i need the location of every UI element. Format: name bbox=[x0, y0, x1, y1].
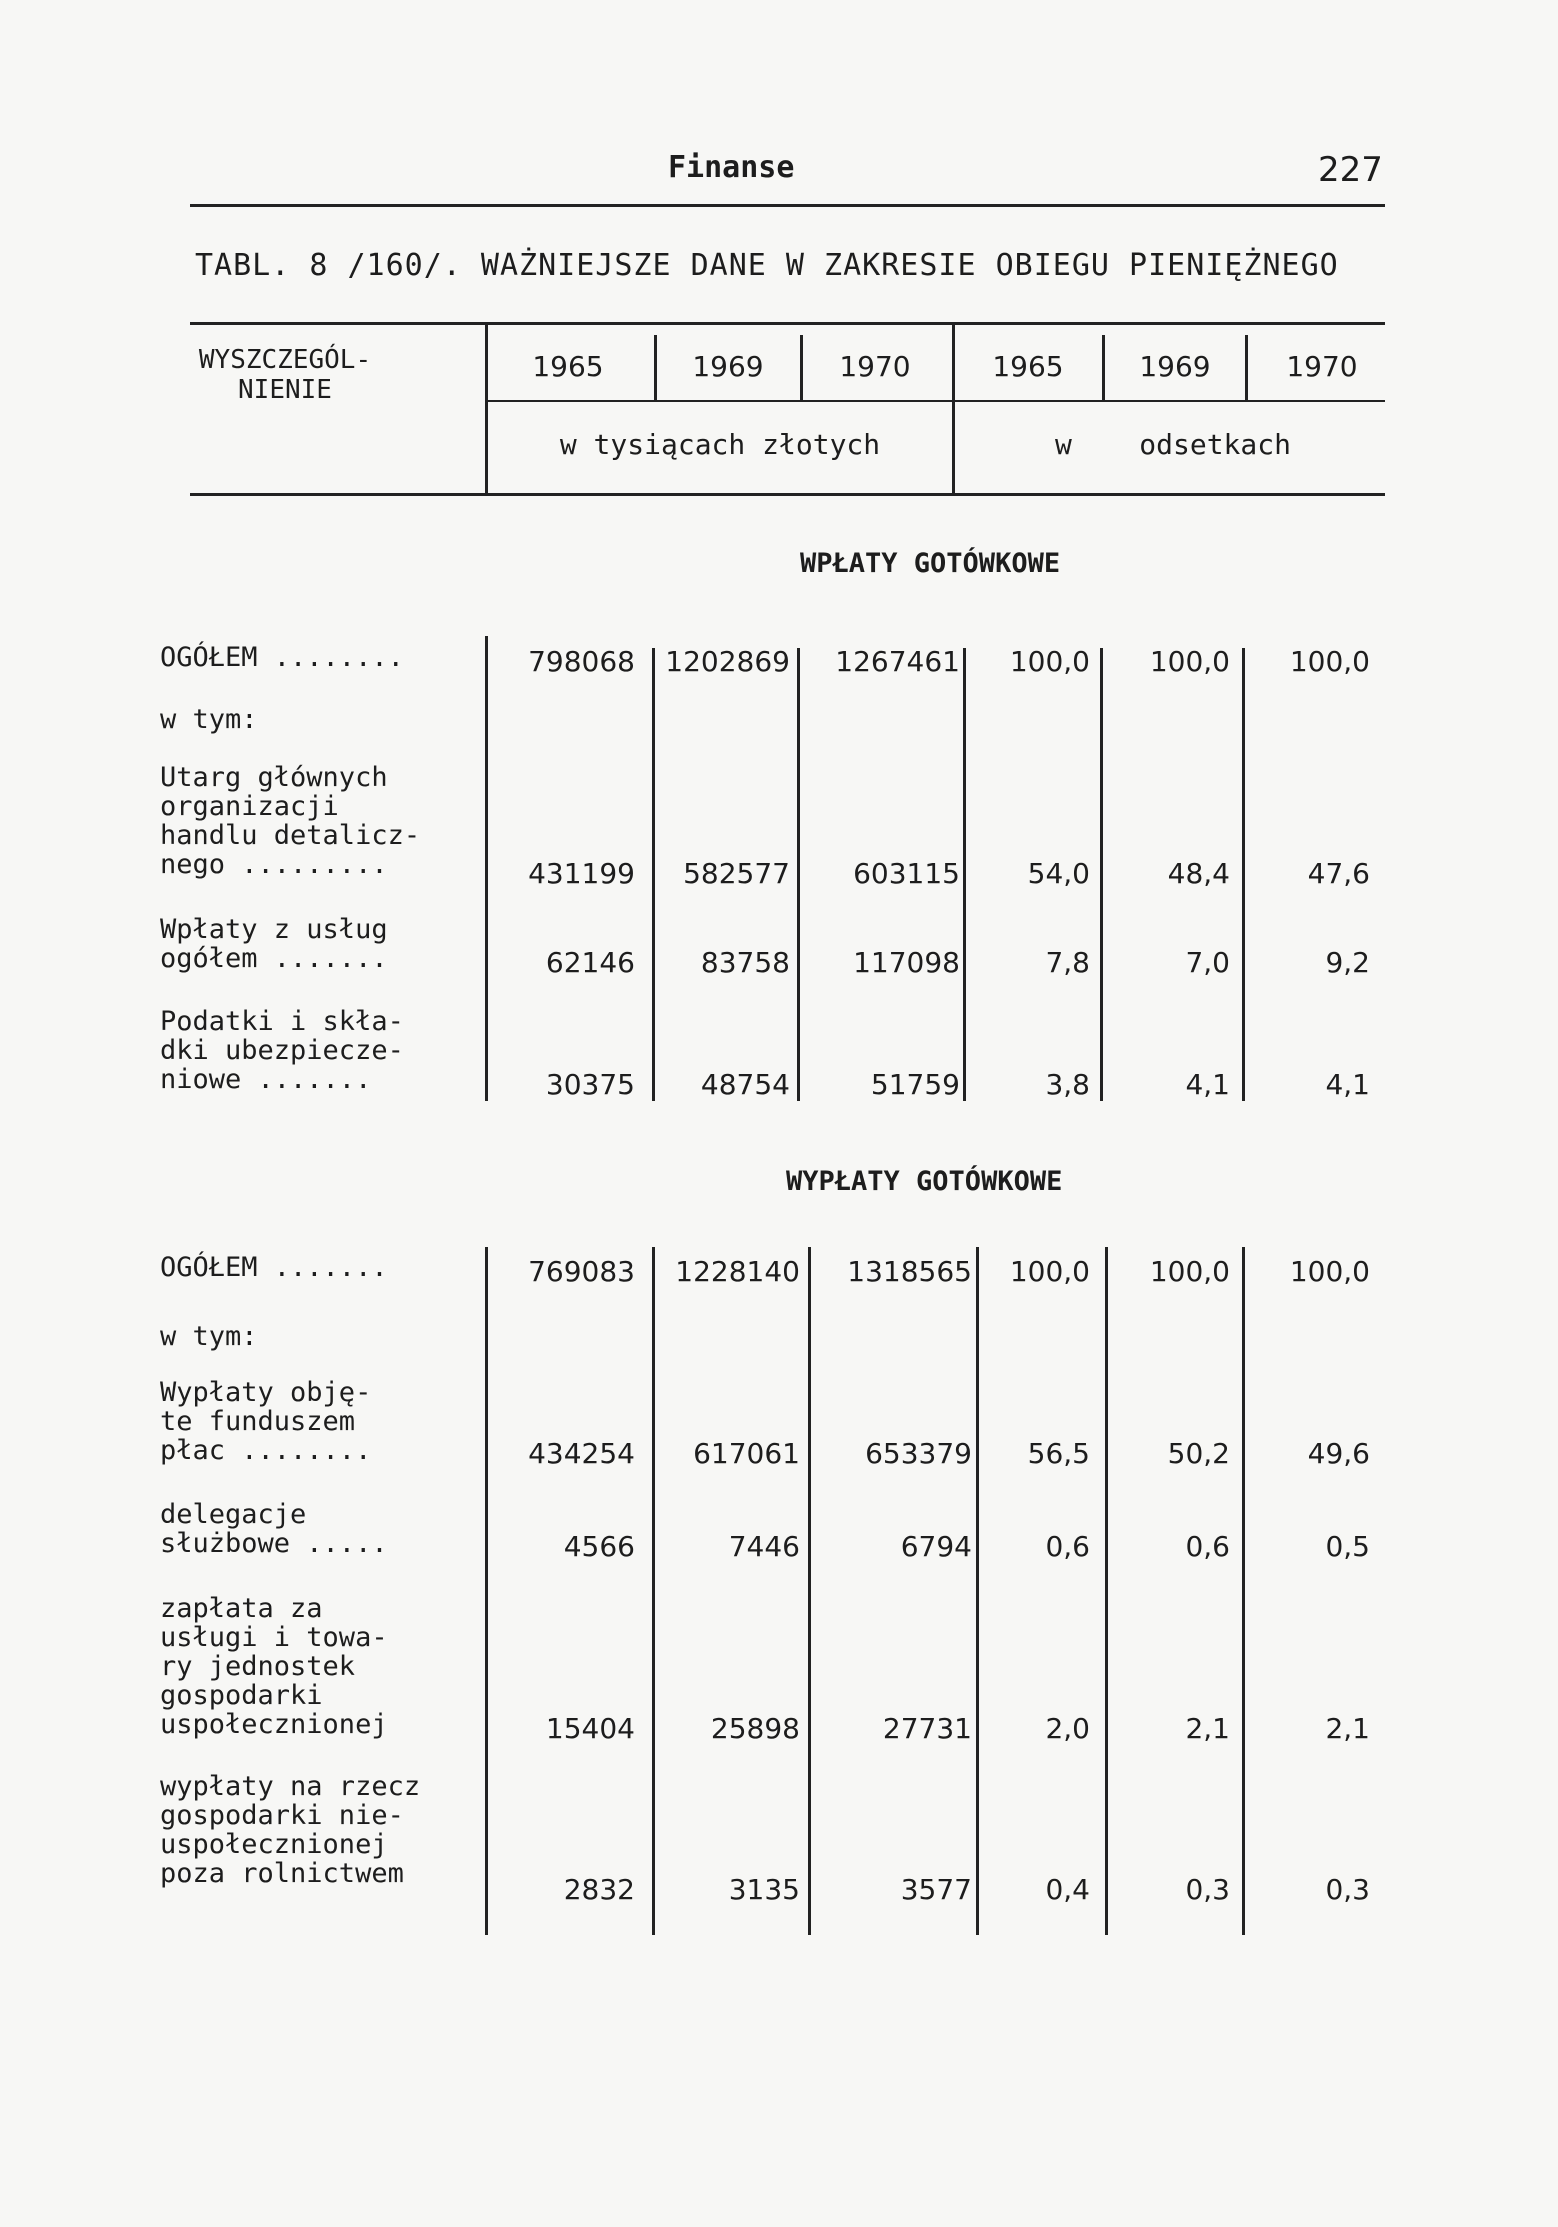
table-cell: 431199 bbox=[528, 857, 635, 890]
page-number: 227 bbox=[1318, 150, 1383, 190]
table-cell: 798068 bbox=[528, 645, 635, 678]
section-title-payments-in: WPŁATY GOTÓWKOWE bbox=[800, 548, 1061, 579]
body2-vline-stub bbox=[485, 1247, 488, 1935]
table-cell: 56,5 bbox=[1027, 1437, 1090, 1470]
row-label: w tym: bbox=[160, 1321, 258, 1352]
body2-vline-2 bbox=[808, 1247, 811, 1935]
row-label: w tym: bbox=[160, 704, 258, 735]
body2-vline-5 bbox=[1242, 1247, 1245, 1935]
table-top-rule bbox=[190, 322, 1385, 325]
table-cell: 617061 bbox=[693, 1437, 800, 1470]
table-cell: 3135 bbox=[728, 1873, 800, 1906]
body2-vline-3 bbox=[976, 1247, 979, 1935]
table-cell: 0,6 bbox=[1185, 1530, 1230, 1563]
table-cell: 7,0 bbox=[1185, 946, 1230, 979]
row-label: Podatki i skła- dki ubezpiecze- niowe ....... bbox=[160, 1006, 404, 1095]
unit-percent: w odsetkach bbox=[1054, 428, 1291, 461]
header-vline-2 bbox=[800, 335, 803, 400]
table-cell: 7446 bbox=[728, 1530, 800, 1563]
table-cell: 1318565 bbox=[847, 1255, 972, 1288]
table-cell: 769083 bbox=[528, 1255, 635, 1288]
table-cell: 83758 bbox=[700, 946, 790, 979]
unit-thousands-zloty: w tysiącach złotych bbox=[559, 428, 881, 461]
table-cell: 62146 bbox=[545, 946, 635, 979]
table-cell: 6794 bbox=[900, 1530, 972, 1563]
row-label: delegacje służbowe ..... bbox=[160, 1499, 388, 1559]
table-cell: 49,6 bbox=[1307, 1437, 1370, 1470]
table-cell: 434254 bbox=[528, 1437, 635, 1470]
table-cell: 51759 bbox=[870, 1068, 960, 1101]
table-cell: 48754 bbox=[700, 1068, 790, 1101]
row-label: Utarg głównych organizacji handlu detalicz- nego ......... bbox=[160, 762, 421, 880]
section-title-payments-out: WYPŁATY GOTÓWKOWE bbox=[786, 1166, 1063, 1197]
table-cell: 48,4 bbox=[1167, 857, 1230, 890]
table-cell: 54,0 bbox=[1027, 857, 1090, 890]
table-cell: 100,0 bbox=[1149, 645, 1230, 678]
table-cell: 100,0 bbox=[1149, 1255, 1230, 1288]
table-cell: 1267461 bbox=[835, 645, 960, 678]
year-col-1: 1965 bbox=[532, 350, 604, 383]
table-cell: 4,1 bbox=[1325, 1068, 1370, 1101]
year-unit-divider bbox=[485, 400, 1385, 402]
header-vline-1 bbox=[654, 335, 657, 400]
table-cell: 0,5 bbox=[1325, 1530, 1370, 1563]
table-cell: 50,2 bbox=[1167, 1437, 1230, 1470]
table-cell: 2,1 bbox=[1185, 1712, 1230, 1745]
table-cell: 100,0 bbox=[1009, 645, 1090, 678]
running-header-title: Finanse bbox=[668, 150, 795, 185]
header-vline-stub bbox=[485, 322, 488, 494]
year-col-6: 1970 bbox=[1286, 350, 1358, 383]
header-bottom-rule bbox=[190, 493, 1385, 496]
table-cell: 2,1 bbox=[1325, 1712, 1370, 1745]
table-cell: 2832 bbox=[563, 1873, 635, 1906]
table-cell: 2,0 bbox=[1045, 1712, 1090, 1745]
year-col-4: 1965 bbox=[992, 350, 1064, 383]
year-col-2: 1969 bbox=[692, 350, 764, 383]
body2-vline-4 bbox=[1105, 1247, 1108, 1935]
table-cell: 100,0 bbox=[1289, 1255, 1370, 1288]
table-caption: TABL. 8 /160/. WAŻNIEJSZE DANE W ZAKRESIE OBIEGU PIENIĘŻNEGO bbox=[195, 248, 1339, 283]
row-label: OGÓŁEM ........ bbox=[160, 642, 404, 673]
table-cell: 3,8 bbox=[1045, 1068, 1090, 1101]
table-cell: 4566 bbox=[563, 1530, 635, 1563]
table-cell: 1228140 bbox=[675, 1255, 800, 1288]
table-cell: 9,2 bbox=[1325, 946, 1370, 979]
table-cell: 3577 bbox=[900, 1873, 972, 1906]
header-vline-mid bbox=[952, 322, 955, 494]
table-cell: 100,0 bbox=[1009, 1255, 1090, 1288]
table-cell: 0,3 bbox=[1185, 1873, 1230, 1906]
row-label: OGÓŁEM ....... bbox=[160, 1252, 388, 1283]
row-label: Wpłaty z usług ogółem ....... bbox=[160, 914, 388, 974]
table-cell: 0,6 bbox=[1045, 1530, 1090, 1563]
table-cell: 30375 bbox=[545, 1068, 635, 1101]
table-cell: 47,6 bbox=[1307, 857, 1370, 890]
table-cell: 0,3 bbox=[1325, 1873, 1370, 1906]
header-vline-5 bbox=[1245, 335, 1248, 400]
header-vline-4 bbox=[1102, 335, 1105, 400]
table-cell: 603115 bbox=[853, 857, 960, 890]
table-cell: 582577 bbox=[683, 857, 790, 890]
table-cell: 653379 bbox=[865, 1437, 972, 1470]
table-cell: 0,4 bbox=[1045, 1873, 1090, 1906]
body2-vline-1 bbox=[652, 1247, 655, 1935]
row-label: wypłaty na rzecz gospodarki nie- uspołecznionej poza rolnictwem bbox=[160, 1771, 421, 1889]
table-cell: 117098 bbox=[853, 946, 960, 979]
stub-heading: WYSZCZEGÓL- NIENIE bbox=[198, 345, 372, 405]
row-label: Wypłaty obję- te funduszem płac ........ bbox=[160, 1377, 372, 1466]
table-cell: 25898 bbox=[710, 1712, 800, 1745]
header-rule bbox=[190, 204, 1385, 207]
table-cell: 100,0 bbox=[1289, 645, 1370, 678]
table-cell: 4,1 bbox=[1185, 1068, 1230, 1101]
table-cell: 7,8 bbox=[1045, 946, 1090, 979]
table-cell: 15404 bbox=[545, 1712, 635, 1745]
table-cell: 1202869 bbox=[665, 645, 790, 678]
table-cell: 27731 bbox=[882, 1712, 972, 1745]
row-label: zapłata za usługi i towa- ry jednostek gospodarki uspołecznionej bbox=[160, 1593, 388, 1740]
year-col-3: 1970 bbox=[839, 350, 911, 383]
body1-vline-2 bbox=[797, 648, 800, 1101]
year-col-5: 1969 bbox=[1139, 350, 1211, 383]
